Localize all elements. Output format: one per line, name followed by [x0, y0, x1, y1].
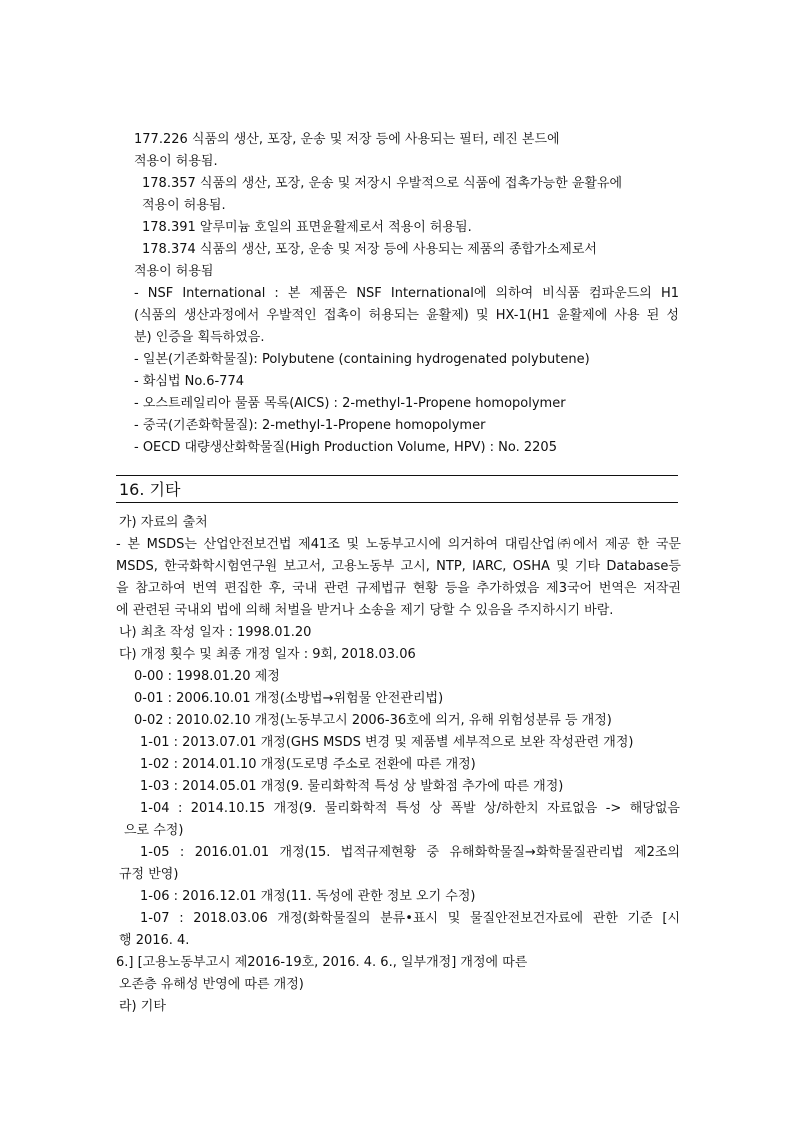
revision-item: 1-04 : 2014.10.15 개정(9. 물리화학적 특성 상 폭발 상/하한치 자료없음 -> 해당없음: [140, 801, 680, 816]
revision-item-cont: 행 2016. 4.: [119, 933, 190, 948]
revision-item: 1-03 : 2014.05.01 개정(9. 물리화학적 특성 상 발화점 추가에 따른 개정): [140, 779, 564, 794]
text-line: 178.374 식품의 생산, 포장, 운송 및 저장 등에 사용되는 제품의 종합가소제로서: [142, 242, 597, 257]
text-line: 178.357 식품의 생산, 포장, 운송 및 저장시 우발적으로 식품에 접촉가능한 윤활유에: [142, 176, 623, 191]
revision-item: 1-06 : 2016.12.01 개정(11. 독성에 관한 정보 오기 수정): [140, 889, 476, 904]
text-line: 에 관련된 국내외 법에 의해 처벌을 받거나 소송을 제기 당할 수 있음을 주지하시기 바람.: [116, 603, 614, 618]
text-line: 적용이 허용됨.: [134, 154, 218, 169]
section-rule-top: [116, 475, 678, 476]
revision-item-cont: 오존층 유해성 반영에 따른 개정): [119, 977, 304, 992]
text-line: 을 참고하여 번역 편집한 후, 국내 관련 규제법규 현황 등을 추가하였음 제3국어 번역은 저작권: [116, 581, 681, 596]
text-line: - 오스트레일리아 물품 목록(AICS) : 2-methyl-1-Propene homopolymer: [134, 396, 566, 411]
revision-item: 1-01 : 2013.07.01 개정(GHS MSDS 변경 및 제품별 세부적으로 보완 작성관련 개정): [140, 735, 634, 750]
revision-item: 1-02 : 2014.01.10 개정(도로명 주소로 전환에 따른 개정): [140, 757, 476, 772]
subheading: 가) 자료의 출처: [119, 515, 208, 530]
revision-item: 0-02 : 2010.02.10 개정(노동부고시 2006-36호에 의거, 유해 위험성분류 등 개정): [134, 713, 612, 728]
subheading: 라) 기타: [119, 999, 166, 1014]
subheading: 나) 최초 작성 일자 : 1998.01.20: [119, 625, 312, 640]
text-line: (식품의 생산과정에서 우발적인 접촉이 허용되는 윤활제) 및 HX-1(H1 윤활제에 사용 된 성: [134, 308, 679, 323]
text-line: 178.391 알루미늄 호일의 표면윤활제로서 적용이 허용됨.: [142, 220, 472, 235]
revision-item: 1-05 : 2016.01.01 개정(15. 법적규제현황 중 유해화학물질→화학물질관리법 제2조의: [140, 845, 680, 860]
text-line: MSDS, 한국화학시험연구원 보고서, 고용노동부 고시, NTP, IARC, OSHA 및 기타 Database등: [116, 559, 681, 574]
text-line: 분) 인증을 획득하였음.: [134, 330, 265, 345]
revision-item-cont: 으로 수정): [124, 823, 184, 838]
revision-item: 1-07 : 2018.03.06 개정(화학물질의 분류•표시 및 물질안전보건자료에 관한 기준 [시: [140, 911, 680, 926]
revision-item: 0-00 : 1998.01.20 제정: [134, 669, 280, 684]
text-line: - 일본(기존화학물질): Polybutene (containing hydrogenated polybutene): [134, 352, 590, 367]
text-line: 적용이 허용됨.: [142, 198, 226, 213]
text-line: - NSF International : 본 제품은 NSF International에 의하여 비식품 컴파운드의 H1: [134, 286, 679, 301]
subheading: 다) 개정 횟수 및 최종 개정 일자 : 9회, 2018.03.06: [119, 647, 416, 662]
revision-item-cont: 규정 반영): [119, 867, 179, 882]
text-line: 적용이 허용됨: [134, 264, 214, 279]
text-line: - 중국(기존화학물질): 2-methyl-1-Propene homopolymer: [134, 418, 486, 433]
text-line: - OECD 대량생산화학물질(High Production Volume, HPV) : No. 2205: [134, 440, 557, 455]
revision-item-cont: 6.] [고용노동부고시 제2016-19호, 2016. 4. 6., 일부개정] 개정에 따른: [116, 955, 528, 970]
section-rule-bottom: [116, 502, 678, 503]
text-line: 177.226 식품의 생산, 포장, 운송 및 저장 등에 사용되는 필터, 레진 본드에: [134, 132, 560, 147]
text-line: - 화심법 No.6-774: [134, 374, 244, 389]
text-line: - 본 MSDS는 산업안전보건법 제41조 및 노동부고시에 의거하여 대림산업㈜에서 제공 한 국문: [116, 537, 681, 552]
section-title: 16. 기타: [119, 480, 181, 499]
revision-item: 0-01 : 2006.10.01 개정(소방법→위험물 안전관리법): [134, 691, 444, 706]
